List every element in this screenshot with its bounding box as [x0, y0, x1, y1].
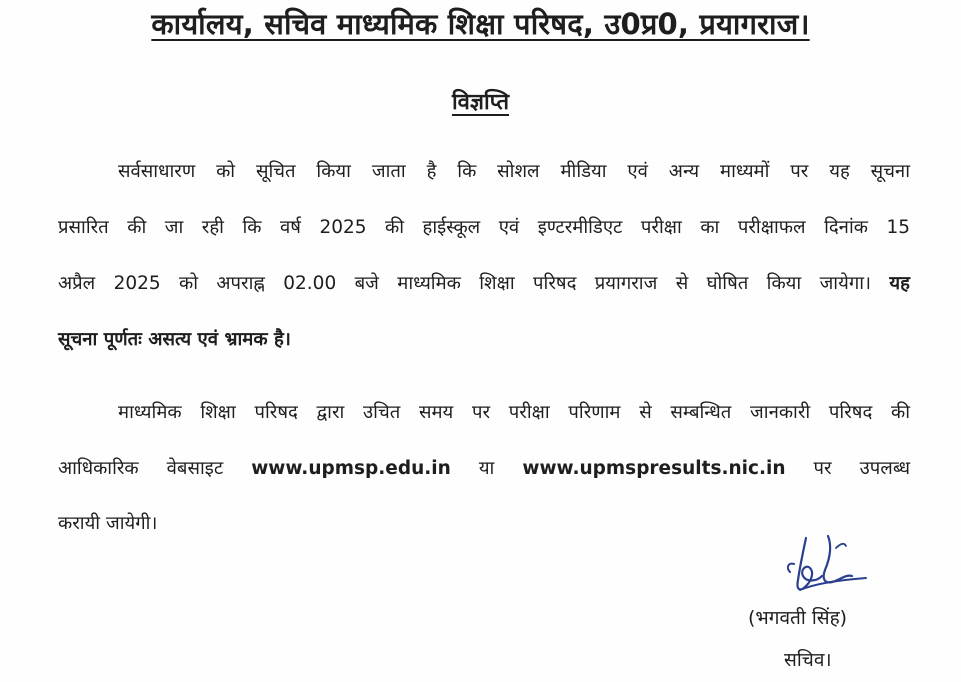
paragraph2-line1: माध्यमिक शिक्षा परिषद द्वारा उचित समय पर परीक्षा परिणाम से सम्बन्धित जानकारी परिषद की: [118, 402, 910, 423]
available-text: पर उपलब्ध: [813, 458, 911, 479]
paragraph1-line2: प्रसारित की जा रही कि वर्ष 2025 की हाईस्कूल एवं इण्टरमीडिएट परीक्षा का परीक्षाफल दिनांक 15: [58, 217, 910, 238]
false-info-statement: सूचना पूर्णतः असत्य एवं भ्रामक है।: [58, 329, 291, 350]
handwritten-signature: [770, 528, 880, 608]
signer-name: (भगवती सिंह): [748, 607, 848, 629]
website-intro-text: आधिकारिक वेबसाइट: [58, 458, 224, 479]
paragraph2-line2: [58, 457, 910, 481]
false-info-statement-start: यह: [889, 273, 910, 294]
website-link-upmspresults[interactable]: www.upmspresults.nic.in: [522, 458, 786, 479]
signer-title: सचिव।: [784, 649, 832, 671]
website-link-upmsp[interactable]: www.upmsp.edu.in: [251, 458, 451, 479]
paragraph1-line1: सर्वसाधारण को सूचित किया जाता है कि सोशल मीडिया एवं अन्य माध्यमों पर यह सूचना: [118, 161, 910, 182]
or-text: या: [478, 458, 495, 479]
paragraph2-line3: करायी जायेगी।: [58, 513, 158, 534]
paragraph1-line3: [58, 272, 910, 296]
notice-heading: विज्ञप्ति: [451, 90, 510, 115]
office-header-title: कार्यालय, सचिव माध्यमिक शिक्षा परिषद, उ0प्र0, प्रयागराज।: [151, 7, 810, 41]
paragraph1-line3-text: अप्रैल 2025 को अपराह्न 02.00 बजे माध्यमिक शिक्षा परिषद प्रयागराज से घोषित किया जायेगा।: [58, 273, 872, 294]
